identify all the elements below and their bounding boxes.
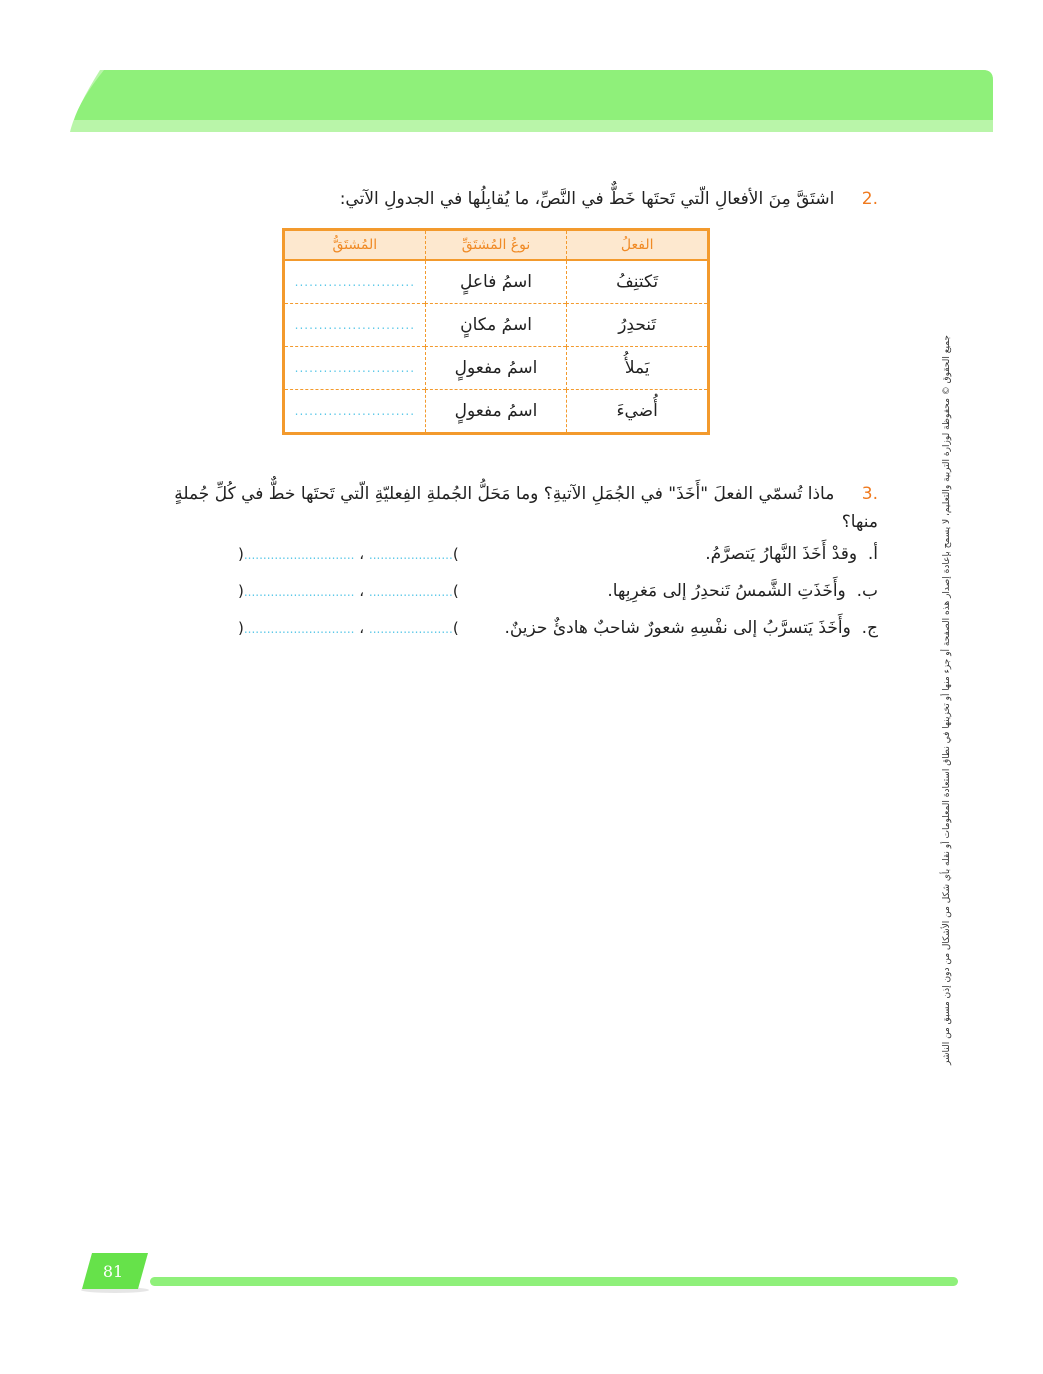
paren-open: ( <box>452 545 459 563</box>
question-3-text: ماذا تُسمّي الفعلَ "أَخَذَ" في الجُمَلِ الآتيةِ؟ وما مَحَلُّ الجُملةِ الفِعليّةِ الّتي تَحتَها خطٌّ في كُلِّ جُملةٍ منها؟ <box>174 484 878 532</box>
sentence-label: ب. <box>856 581 878 601</box>
answer-blank[interactable]: ......................... <box>284 304 426 347</box>
sentence-label: أ. <box>867 544 878 564</box>
blank-a[interactable]: ...................... <box>368 548 453 562</box>
sentence-text <box>504 610 878 647</box>
blank-a[interactable]: ...................... <box>368 585 453 599</box>
blank-b[interactable]: ............................. <box>243 585 355 599</box>
copyright-text: جميع الحقوق © محفوظة لوزارة التربية والتعليم، لا يسمح بإعادة إصدار هذه الصفحة أو جزء منها أو تخزينها في نطاق استعادة المعلومات أو نقله بأي شكل من الأشكال من دون إذن مسبق من الناشر <box>942 335 952 1065</box>
sentence-b <box>238 573 878 610</box>
separator: ، <box>359 582 365 600</box>
copyright-note <box>938 335 956 1065</box>
separator: ، <box>359 619 365 637</box>
verb-cell: أُضيءَ <box>567 390 709 434</box>
blank-a[interactable]: ...................... <box>368 622 453 636</box>
sentence-text <box>705 536 878 573</box>
header-type: نوعُ المُشتَقِّ <box>425 230 567 261</box>
blank-b[interactable]: ............................. <box>243 622 355 636</box>
answer-blank-pair[interactable] <box>238 536 459 574</box>
sentence-text <box>607 573 878 610</box>
table-header-row <box>284 230 709 261</box>
sentence-a <box>238 536 878 573</box>
verb-cell: تَنحدِرُ <box>567 304 709 347</box>
paren-open: ( <box>452 619 459 637</box>
header-verb: الفعلُ <box>567 230 709 261</box>
type-cell: اسمُ مكانٍ <box>425 304 567 347</box>
header-band <box>70 70 993 132</box>
table-row <box>284 390 709 434</box>
verb-cell: يَملأُ <box>567 347 709 390</box>
page-number: 81 <box>102 1262 124 1281</box>
sentence-body: وقدْ أَخَذَ النَّهارُ يَتصرَّمُ. <box>705 544 858 564</box>
answer-blank-pair[interactable] <box>238 573 459 611</box>
paren-open: ( <box>452 582 459 600</box>
sentence-body: وأَخَذَ يَتسرَّبُ إلى نفْسِهِ شعورٌ شاحبٌ هادئٌ حزينٌ. <box>504 618 851 638</box>
question-3 <box>158 480 878 647</box>
table-row <box>284 347 709 390</box>
question-3-title <box>158 480 878 536</box>
question-2-text: اشتَقَّ مِنَ الأفعالِ الّتي تَحتَها خَطٌّ في النَّصِّ، ما يُقابِلُها في الجدولِ الآتي: <box>339 189 835 209</box>
table-row <box>284 260 709 304</box>
type-cell: اسمُ مفعولٍ <box>425 347 567 390</box>
derivation-table <box>282 228 710 435</box>
table-row <box>284 304 709 347</box>
verb-cell: تَكتنِفُ <box>567 260 709 304</box>
type-cell: اسمُ فاعلٍ <box>425 260 567 304</box>
paren-close: ) <box>238 619 244 637</box>
footer-bar <box>150 1277 958 1286</box>
question-3-number: .3 <box>861 484 878 504</box>
sentence-label: ج. <box>861 618 878 638</box>
sentence-c <box>238 610 878 647</box>
separator: ، <box>359 545 365 563</box>
type-cell: اسمُ مفعولٍ <box>425 390 567 434</box>
question-2-number: .2 <box>861 189 878 209</box>
answer-blank[interactable]: ......................... <box>284 347 426 390</box>
answer-blank[interactable]: ......................... <box>284 260 426 304</box>
answer-blank[interactable]: ......................... <box>294 404 416 418</box>
header-derivative: المُشتَقُّ <box>284 230 426 261</box>
blank-b[interactable]: ............................. <box>243 548 355 562</box>
question-2 <box>178 186 878 212</box>
sentence-body: وأَخَذَتِ الشَّمسُ تَنحدِرُ إلى مَغرِبِها. <box>607 581 846 601</box>
answer-blank-pair[interactable] <box>238 610 459 648</box>
paren-close: ) <box>238 582 244 600</box>
paren-close: ) <box>238 545 244 563</box>
